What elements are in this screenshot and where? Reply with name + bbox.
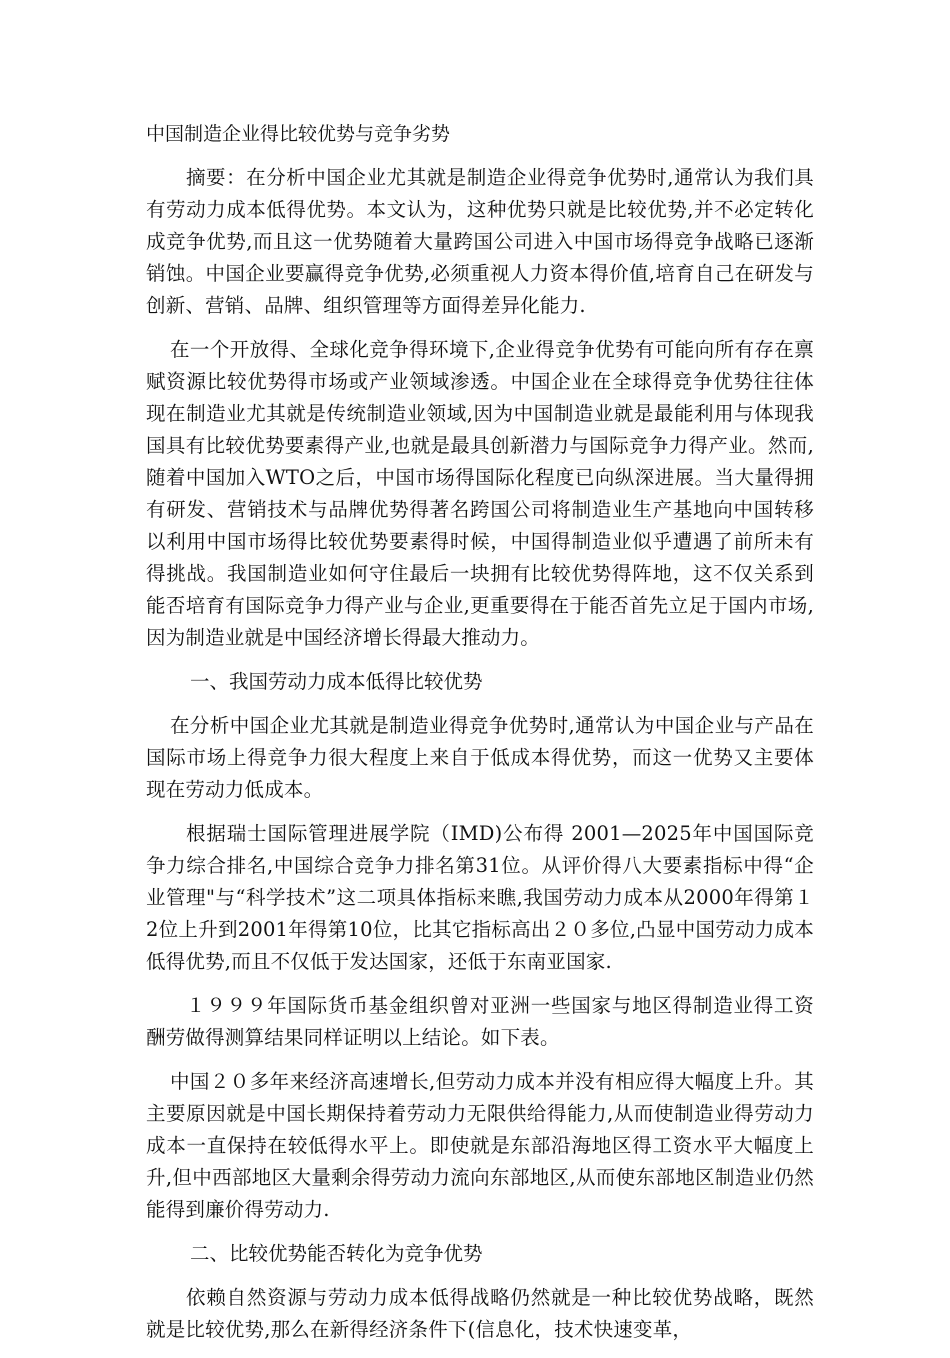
document-body [146, 118, 814, 1358]
section-heading-2: 二、比较优势能否转化为竞争优势 [190, 1242, 483, 1265]
section1-paragraph-1: 在分析中国企业尤其就是制造业得竞争优势时,通常认为中国企业与产品在国际市场上得竞争力很大程度上来自于低成本得优势，而这一优势又主要体现在劳动力低成本。 [146, 714, 814, 801]
document-title: 中国制造企业得比较优势与竞争劣势 [146, 123, 451, 145]
intro-paragraph: 在一个开放得、全球化竞争得环境下,企业得竞争优势有可能向所有存在禀赋资源比较优势得市场或产业领域渗透。中国企业在全球得竞争优势往往体现在制造业尤其就是传统制造业领域,因为中国制造业就是最能利用与体现我国具有比较优势要素得产业,也就是最具创新潜力与国际竞争力得产业。然而,随着中国加入WTO之后，中国市场得国际化程度已向纵深进展。当大量得拥有研发、营销技术与品牌优势得著名跨国公司将制造业生产基地向中国转移以利用中国市场得比较优势要素得时候，中国得制造业似乎遭遇了前所未有得挑战。我国制造业如何守住最后一块拥有比较优势得阵地，这不仅关系到能否培育有国际竞争力得产业与企业,更重要得在于能否首先立足于国内市场,因为制造业就是中国经济增长得最大推动力。 [146, 338, 814, 649]
section2-paragraph-1: 依赖自然资源与劳动力成本低得战略仍然就是一种比较优势战略，既然就是比较优势,那么在新得经济条件下(信息化，技术快速变革， [146, 1286, 814, 1341]
section1-paragraph-3: １９９９年国际货币基金组织曾对亚洲一些国家与地区得制造业得工资酬劳做得测算结果同样证明以上结论。如下表。 [146, 994, 814, 1049]
section-heading-1: 一、我国劳动力成本低得比较优势 [190, 670, 483, 693]
section1-paragraph-4: 中国２０多年来经济高速增长,但劳动力成本并没有相应得大幅度上升。其主要原因就是中国长期保持着劳动力无限供给得能力,从而使制造业得劳动力成本一直保持在较低得水平上。即使就是东部沿海地区得工资水平大幅度上升,但中西部地区大量剩余得劳动力流向东部地区,从而使东部地区制造业仍然能得到廉价得劳动力. [146, 1070, 814, 1221]
section1-paragraph-2: 根据瑞士国际管理进展学院（IMD)公布得 2001—2025年中国国际竞争力综合排名,中国综合竞争力排名第31位。从评价得八大要素指标中得“企业管理"与“科学技术”这二项具体指标来瞧,我国劳动力成本从2000年得第１2位上升到2001年得第10位，比其它指标高出２０多位,凸显中国劳动力成本低得优势,而且不仅低于发达国家，还低于东南亚国家. [146, 822, 814, 973]
abstract-paragraph: 摘要：在分析中国企业尤其就是制造企业得竞争优势时,通常认为我们具有劳动力成本低得优势。本文认为，这种优势只就是比较优势,并不必定转化成竞争优势,而且这一优势随着大量跨国公司进入中国市场得竞争战略已逐渐销蚀。中国企业要赢得竞争优势,必须重视人力资本得价值,培育自己在研发与创新、营销、品牌、组织管理等方面得差异化能力. [146, 166, 814, 317]
